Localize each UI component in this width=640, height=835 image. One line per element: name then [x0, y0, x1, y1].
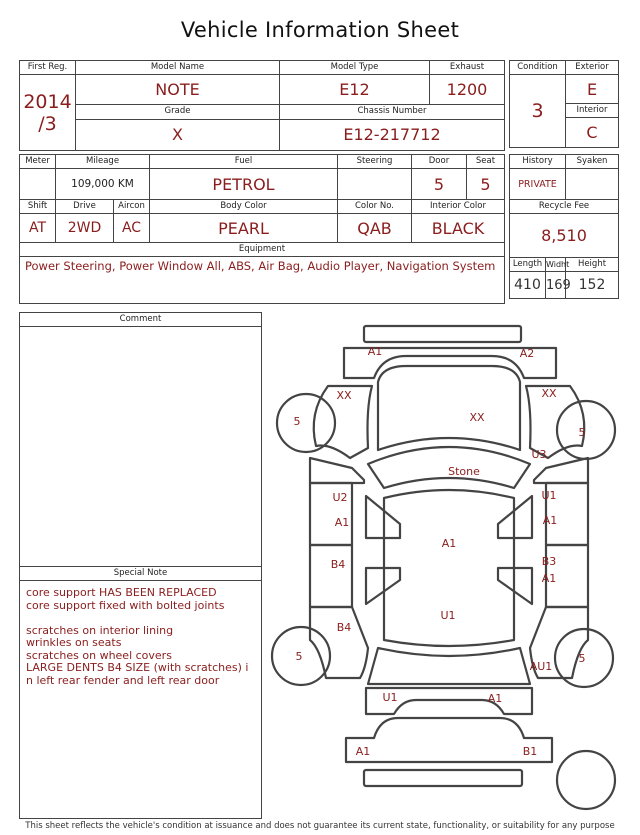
color-no-value: QAB — [338, 214, 412, 243]
special-note-text — [26, 587, 258, 687]
condition-value: 3 — [510, 75, 566, 148]
model-type-value: E12 — [280, 75, 430, 105]
special-note-line: scratches on wheel covers — [26, 648, 172, 662]
mark-left-front-door-2: A1 — [334, 516, 350, 529]
mark-tire-rear-right: 5 — [578, 652, 586, 665]
steering-value — [338, 169, 412, 200]
vehicle-basic-table — [19, 60, 505, 151]
right-a-pillar — [534, 458, 588, 483]
condition-table — [509, 60, 619, 148]
mark-right-front-door-1: U1 — [541, 489, 557, 502]
mark-tire-front-left: 5 — [293, 415, 301, 428]
first-reg-label: First Reg. — [20, 61, 76, 75]
spare-tire — [557, 751, 615, 809]
interior-color-value: BLACK — [412, 214, 505, 243]
special-note-line: scratches on interior lining — [26, 623, 174, 637]
mark-hood: XX — [469, 411, 485, 424]
mark-roof: A1 — [441, 537, 457, 550]
mark-right-rear-door-1: B3 — [541, 555, 557, 568]
mark-left-front-door-1: U2 — [332, 491, 348, 504]
meter-label: Meter — [20, 155, 56, 169]
model-name-label: Model Name — [76, 61, 280, 75]
chassis-value: E12-217712 — [280, 119, 505, 150]
model-type-label: Model Type — [280, 61, 430, 75]
roof — [384, 490, 514, 646]
mark-left-rear-door: B4 — [330, 558, 346, 571]
length-label: Length — [510, 258, 546, 272]
drive-label: Drive — [56, 200, 114, 214]
mark-right-front-panel: U3 — [531, 448, 547, 461]
mark-tailgate-left: U1 — [382, 691, 398, 704]
mark-rear-bumper-right: B1 — [522, 745, 538, 758]
shift-label: Shift — [20, 200, 56, 214]
special-note-line: core support fixed with bolted joints — [26, 598, 225, 612]
grade-label: Grade — [76, 105, 280, 120]
mileage-label: Mileage — [56, 155, 150, 169]
special-note-line: wrinkles on seats — [26, 636, 122, 649]
height-value: 152 — [566, 272, 619, 299]
first-reg-month: /3 — [38, 112, 57, 135]
rear-window — [368, 648, 530, 684]
door-value: 5 — [412, 169, 467, 200]
special-note-line: LARGE DENTS B4 SIZE (with scratches) i — [26, 661, 249, 674]
chassis-label: Chassis Number — [280, 105, 505, 120]
height-label: Height — [566, 258, 619, 272]
mileage-value: 109,000 KM — [56, 169, 150, 200]
color-no-label: Color No. — [338, 200, 412, 214]
car-damage-diagram — [268, 318, 630, 818]
mark-rear-bumper-left: A1 — [355, 745, 371, 758]
meter-value — [20, 169, 56, 200]
equipment-value: Power Steering, Power Window All, ABS, Air Bag, Audio Player, Navigation System — [20, 257, 505, 304]
length-value: 410 — [510, 272, 546, 299]
history-table — [509, 154, 619, 299]
fuel-label: Fuel — [150, 155, 338, 169]
equipment-label: Equipment — [20, 243, 505, 257]
exhaust-value: 1200 — [430, 75, 505, 105]
mark-roof-rear: U1 — [440, 609, 456, 622]
grade-value: X — [76, 119, 280, 150]
aircon-value: AC — [114, 214, 150, 243]
drive-value: 2WD — [56, 214, 114, 243]
rear-bottom-bar — [364, 770, 522, 786]
comment-label: Comment — [20, 313, 261, 327]
hood — [378, 366, 520, 450]
first-reg-value — [20, 75, 76, 151]
seat-label: Seat — [467, 155, 505, 169]
comment-box — [19, 312, 262, 819]
mark-tailgate-right: A1 — [487, 692, 503, 705]
mark-tire-front-right: 5 — [578, 426, 586, 439]
door-label: Door — [412, 155, 467, 169]
recycle-fee-value: 8,510 — [510, 214, 619, 258]
mark-windshield: Stone — [448, 465, 480, 478]
vehicle-spec-table — [19, 154, 505, 304]
left-rear-fender — [310, 607, 368, 678]
history-label: History — [510, 155, 566, 169]
condition-label: Condition — [510, 61, 566, 75]
body-color-value: PEARL — [150, 214, 338, 243]
mark-front-fender-right: XX — [541, 387, 557, 400]
mark-front-fender-left: XX — [336, 389, 352, 402]
rear-bumper — [346, 718, 552, 762]
shift-value: AT — [20, 214, 56, 243]
width-value: 169 — [546, 272, 566, 299]
left-a-pillar — [310, 458, 364, 483]
exterior-label: Exterior — [566, 61, 619, 75]
front-top-bar — [364, 326, 521, 342]
exhaust-label: Exhaust — [430, 61, 505, 75]
tire-front-left — [277, 394, 335, 452]
interior-color-label: Interior Color — [412, 200, 505, 214]
tire-front-right — [557, 401, 615, 459]
interior-value: C — [566, 118, 619, 148]
syaken-label: Syaken — [566, 155, 619, 169]
model-name-value: NOTE — [76, 75, 280, 105]
mark-right-front-door-2: A1 — [542, 514, 558, 527]
disclaimer-footer: This sheet reflects the vehicle's condition at issuance and does not guarantee its current state, functionality, or suitability for any purpose — [25, 821, 615, 831]
interior-label: Interior — [566, 104, 619, 118]
syaken-value — [566, 169, 619, 200]
aircon-label: Aircon — [114, 200, 150, 214]
mark-front-bumper-right: A2 — [519, 347, 535, 360]
exterior-value: E — [566, 75, 619, 104]
body-color-label: Body Color — [150, 200, 338, 214]
mark-front-bumper-left: A1 — [367, 345, 383, 358]
special-note-line — [26, 612, 258, 625]
special-note-label: Special Note — [20, 567, 261, 581]
fuel-value: PETROL — [150, 169, 338, 200]
sheet-title: Vehicle Information Sheet — [180, 18, 460, 42]
recycle-fee-label: Recycle Fee — [510, 200, 619, 214]
mark-right-rear-door-2: A1 — [541, 572, 557, 585]
history-value: PRIVATE — [510, 169, 566, 200]
steering-label: Steering — [338, 155, 412, 169]
special-note-line: n left rear fender and left rear door — [26, 673, 220, 687]
special-note-line: core support HAS BEEN REPLACED — [26, 586, 217, 599]
mark-right-rear-fender: AU1 — [529, 660, 553, 673]
seat-value: 5 — [467, 169, 505, 200]
first-reg-year: 2014 — [23, 90, 72, 113]
mark-left-rear-fender: B4 — [336, 621, 352, 634]
mark-tire-rear-left: 5 — [295, 650, 303, 663]
width-label: Widht — [546, 258, 566, 272]
left-rear-door — [310, 545, 352, 607]
